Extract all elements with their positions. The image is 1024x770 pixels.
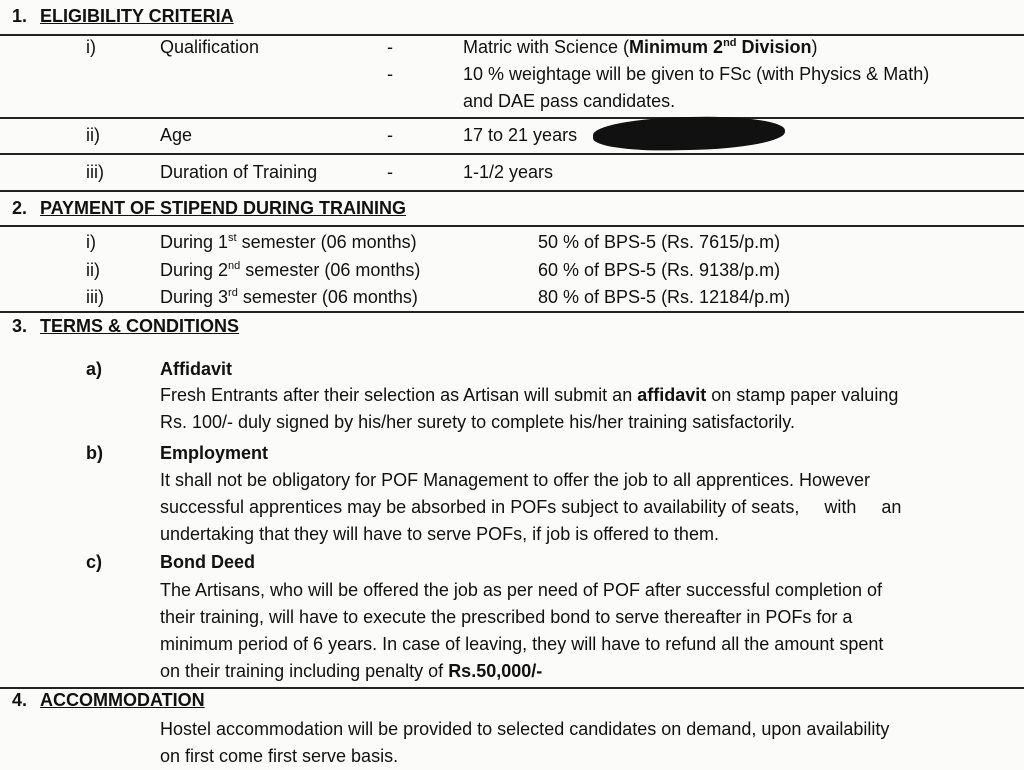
- age-value: 17 to 21 years: [463, 125, 578, 145]
- dash: -: [387, 162, 393, 182]
- qualification-line-3: and DAE pass candidates.: [463, 91, 676, 111]
- section-number: 2.: [12, 198, 28, 218]
- qualification-line-2: 10 % weightage will be given to FSc (with Physics & Math): [463, 64, 930, 84]
- term-index: c): [86, 552, 103, 572]
- row-index: ii): [86, 260, 100, 280]
- term-index: a): [86, 359, 103, 379]
- stipend-value: 80 % of BPS-5 (Rs. 12184/p.m): [538, 287, 791, 307]
- qualification-line-1: Matric with Science (Minimum 2nd Division): [463, 37, 818, 57]
- employment-text: It shall not be obligatory for POF Management to offer the job to all apprentices. However successful apprentices may be absorbed in POFs subject to availability of seats, with an undertaking that they will have to serve POFs, if job is offered to them.: [160, 470, 902, 544]
- row-index: iii): [86, 287, 104, 307]
- stipend-semester: During 2nd semester (06 months): [160, 260, 421, 280]
- section-number: 4.: [12, 690, 28, 710]
- divider: [0, 153, 1024, 155]
- dash: -: [387, 64, 393, 84]
- section-title-eligibility: ELIGIBILITY CRITERIA: [40, 6, 234, 26]
- duration-label: Duration of Training: [160, 162, 318, 182]
- dash: -: [387, 125, 393, 145]
- section-title-terms: TERMS & CONDITIONS: [40, 316, 240, 336]
- section-title-stipend: PAYMENT OF STIPEND DURING TRAINING: [40, 198, 407, 218]
- divider: [0, 687, 1024, 689]
- duration-value: 1-1/2 years: [463, 162, 554, 182]
- row-index: i): [86, 232, 96, 252]
- row-index: iii): [86, 162, 104, 182]
- stipend-semester: During 1st semester (06 months): [160, 232, 417, 252]
- qualification-label: Qualification: [160, 37, 260, 57]
- dash: -: [387, 37, 393, 57]
- age-label: Age: [160, 125, 193, 145]
- term-title-affidavit: Affidavit: [160, 359, 232, 379]
- bond-deed-text: The Artisans, who will be offered the job as per need of POF after successful completion of their training, will have to execute the prescribed bond to serve thereafter in POFs for a minimum period of 6 years. In case of leaving, they will have to refund all the amount spent on their training including penalty of Rs.50,000/-: [160, 580, 884, 681]
- affidavit-text: Fresh Entrants after their selection as Artisan will submit an affidavit on stamp paper valuing Rs. 100/- duly signed by his/her surety to complete his/her training satisfactorily.: [160, 385, 899, 432]
- stipend-value: 60 % of BPS-5 (Rs. 9138/p.m): [538, 260, 781, 280]
- section-number: 1.: [12, 6, 28, 26]
- row-index: i): [86, 37, 96, 57]
- section-title-accommodation: ACCOMMODATION: [40, 690, 205, 710]
- section-number: 3.: [12, 316, 28, 336]
- divider: [0, 190, 1024, 192]
- divider: [0, 34, 1024, 36]
- divider: [0, 311, 1024, 313]
- divider: [0, 225, 1024, 227]
- term-title-employment: Employment: [160, 443, 269, 463]
- term-title-bond-deed: Bond Deed: [160, 552, 256, 572]
- stipend-semester: During 3rd semester (06 months): [160, 287, 418, 307]
- redaction-mark: [593, 115, 786, 151]
- row-index: ii): [86, 125, 100, 145]
- accommodation-text: Hostel accommodation will be provided to selected candidates on demand, upon availability on first come first serve basis.: [160, 719, 890, 766]
- divider: [0, 117, 1024, 119]
- term-index: b): [86, 443, 103, 463]
- stipend-value: 50 % of BPS-5 (Rs. 7615/p.m): [538, 232, 781, 252]
